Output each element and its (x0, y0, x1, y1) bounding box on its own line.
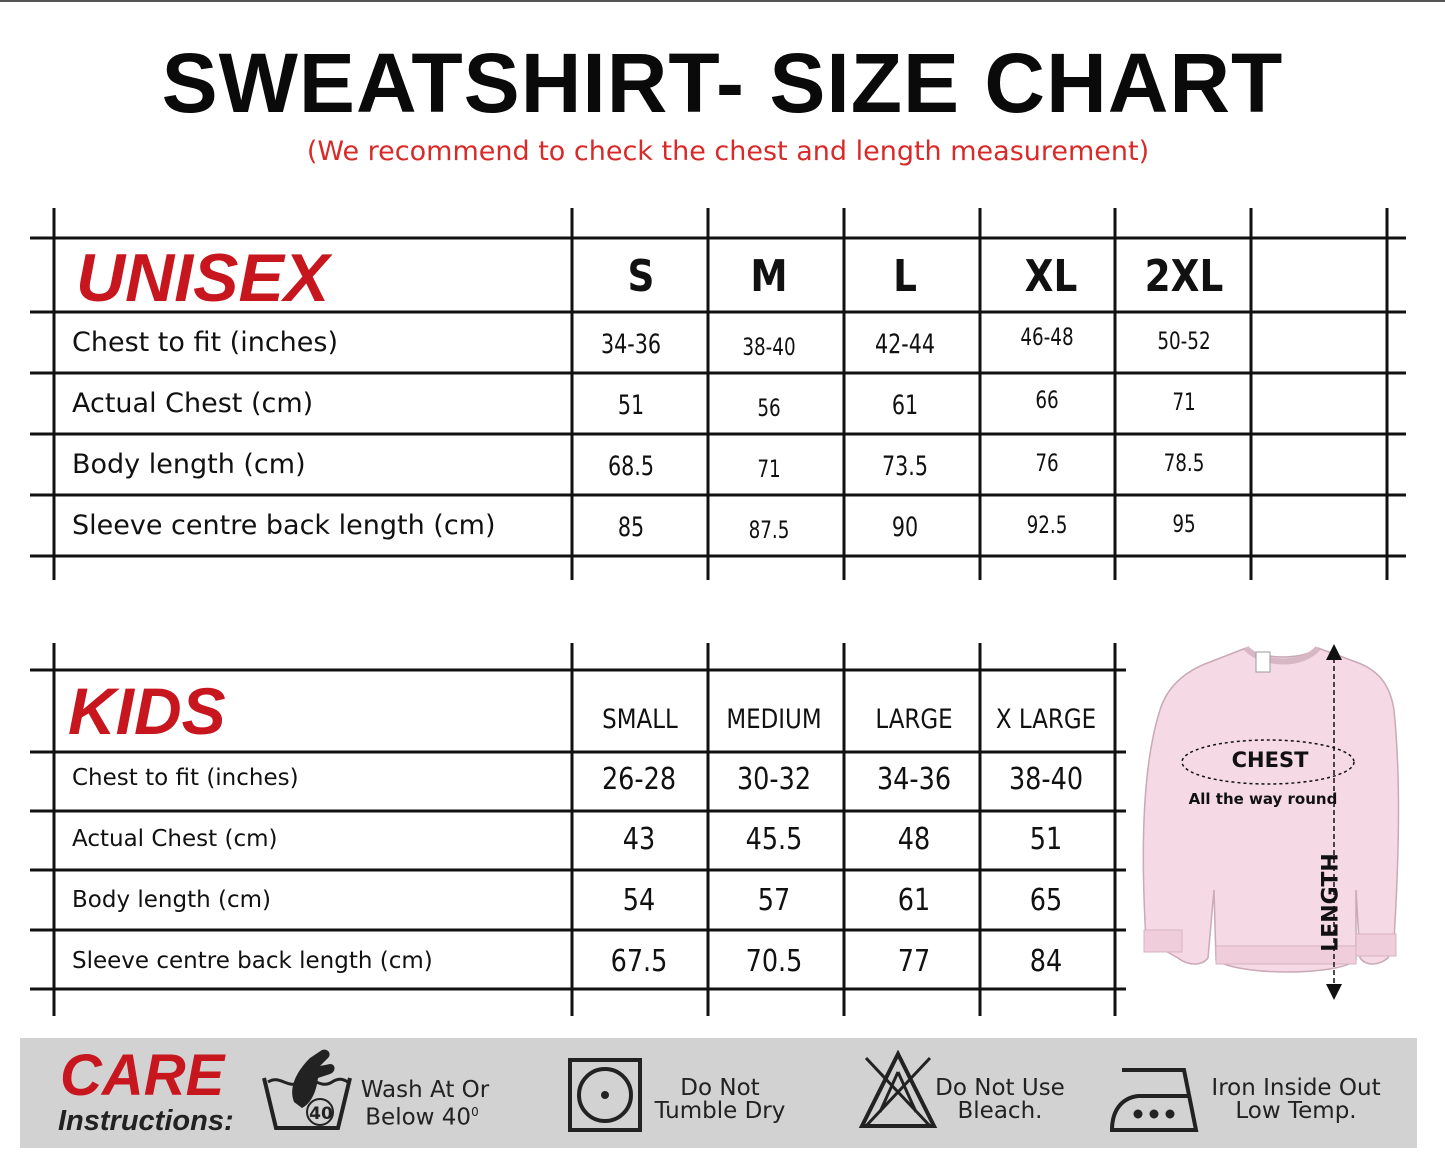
kids-row-label: Body length (cm) (72, 887, 271, 913)
unisex-cell: 73.5 (882, 451, 928, 482)
kids-cell: 26-28 (601, 762, 677, 797)
chest-sub-label: All the way round (1188, 790, 1338, 808)
unisex-cell: 46-48 (1020, 323, 1074, 351)
kids-size-xlarge: X LARGE (995, 704, 1097, 735)
care-subtitle: Instructions: (58, 1105, 234, 1137)
kids-cell: 43 (622, 822, 656, 857)
unisex-cell: 68.5 (608, 451, 654, 482)
unisex-cell: 50-52 (1157, 327, 1211, 355)
unisex-row-label: Sleeve centre back length (cm) (72, 510, 496, 541)
unisex-size-2xl: 2XL (1144, 251, 1224, 302)
kids-cell: 38-40 (1008, 762, 1084, 797)
kids-size-small: SMALL (602, 704, 678, 735)
iron-low-icon (1108, 1066, 1200, 1134)
unisex-cell: 71 (1172, 388, 1196, 416)
unisex-cell: 78.5 (1163, 449, 1205, 477)
kids-size-large: LARGE (875, 704, 953, 735)
unisex-row-label: Body length (cm) (72, 449, 306, 480)
kids-cell: 67.5 (610, 944, 668, 979)
kids-row-label: Sleeve centre back length (cm) (72, 948, 433, 974)
kids-cell: 51 (1029, 822, 1063, 857)
kids-cell: 34-36 (876, 762, 952, 797)
unisex-cell: 61 (891, 390, 919, 421)
care-text-bleach-line1: Do Not Use (935, 1075, 1065, 1101)
unisex-cell: 51 (617, 390, 645, 421)
sweatshirt-illustration (1138, 640, 1428, 1000)
unisex-size-m: M (750, 251, 788, 302)
do-not-bleach-icon (858, 1050, 938, 1130)
unisex-cell: 34-36 (600, 329, 661, 360)
chest-label: CHEST (1231, 748, 1309, 772)
kids-row-label: Chest to fit (inches) (72, 765, 299, 791)
top-border (0, 0, 1445, 2)
unisex-cell: 85 (617, 512, 645, 543)
kids-heading: KIDS (68, 674, 226, 748)
care-text-iron-line2: Low Temp. (1235, 1098, 1357, 1124)
page-subtitle: (We recommend to check the chest and length measurement) (306, 136, 1150, 167)
wash-temp: 40 (309, 1104, 333, 1124)
unisex-row-label: Actual Chest (cm) (72, 388, 314, 419)
unisex-size-l: L (893, 251, 917, 302)
care-title: CARE (60, 1043, 225, 1108)
care-text-tumble-line2: Tumble Dry (654, 1098, 786, 1124)
unisex-heading: UNISEX (76, 240, 330, 316)
unisex-cell: 90 (891, 512, 919, 543)
wash-degree-sup: 0 (471, 1105, 479, 1119)
page-title: SWEATSHIRT- SIZE CHART (161, 36, 1284, 130)
unisex-cell: 56 (757, 394, 781, 422)
kids-cell: 30-32 (736, 762, 812, 797)
kids-cell: 57 (757, 883, 791, 918)
kids-cell: 84 (1029, 944, 1063, 979)
kids-cell: 77 (897, 944, 931, 979)
kids-cell: 48 (897, 822, 931, 857)
kids-row-label: Actual Chest (cm) (72, 826, 278, 852)
care-text-iron-line1: Iron Inside Out (1211, 1075, 1381, 1101)
unisex-cell: 66 (1035, 386, 1059, 414)
care-text-wash-line2: Below $40^0$ (365, 1104, 479, 1131)
unisex-cell: 38-40 (742, 333, 796, 361)
care-text-tumble-line1: Do Not (680, 1075, 760, 1101)
kids-size-medium: MEDIUM (726, 704, 822, 735)
unisex-size-s: S (627, 251, 655, 302)
unisex-cell: 76 (1035, 449, 1059, 477)
do-not-tumble-dry-icon (567, 1057, 643, 1133)
kids-cell: 65 (1029, 883, 1063, 918)
kids-cell: 45.5 (745, 822, 803, 857)
unisex-cell: 95 (1172, 510, 1196, 538)
kids-cell: 54 (622, 883, 656, 918)
length-label: LENGTH (1318, 853, 1344, 952)
unisex-row-label: Chest to fit (inches) (72, 327, 338, 358)
unisex-cell: 87.5 (748, 516, 790, 544)
unisex-size-xl: XL (1024, 251, 1078, 302)
unisex-cell: 42-44 (874, 329, 935, 360)
unisex-cell: 92.5 (1026, 511, 1068, 539)
kids-cell: 61 (897, 883, 931, 918)
kids-cell: 70.5 (745, 944, 803, 979)
unisex-cell: 71 (757, 455, 781, 483)
care-text-wash-line1: Wash At Or (360, 1077, 490, 1103)
care-text-bleach-line2: Bleach. (957, 1098, 1043, 1124)
